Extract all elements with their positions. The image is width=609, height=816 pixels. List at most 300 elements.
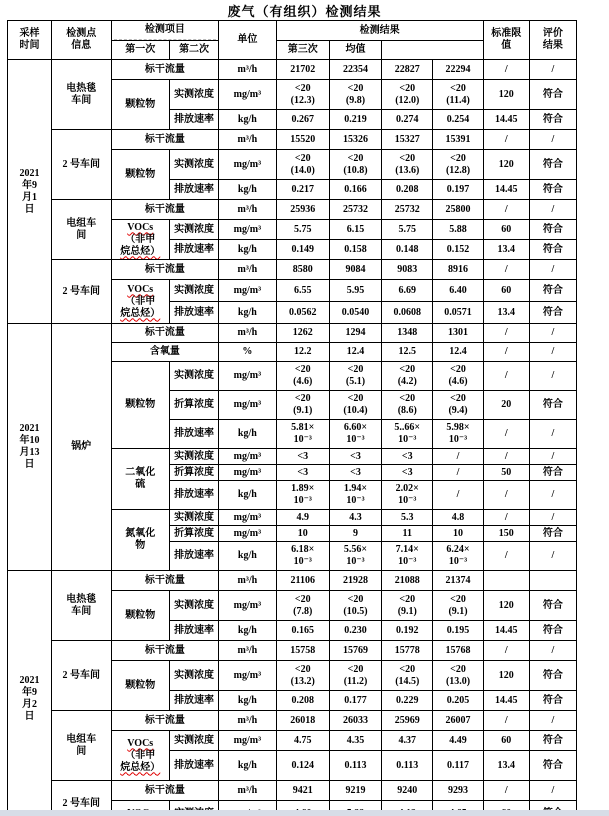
table-cell bbox=[111, 220, 169, 260]
cell-line: 6.18× bbox=[291, 544, 315, 555]
table-cell: mg/m³ bbox=[219, 362, 276, 391]
cell-line: <20 bbox=[399, 152, 416, 164]
table-cell: 14.45 bbox=[483, 621, 529, 641]
table-cell: <3 bbox=[276, 449, 329, 465]
table-cell: 符合 bbox=[529, 751, 576, 781]
table-cell bbox=[483, 571, 529, 591]
cell-line: <20 bbox=[450, 364, 466, 375]
table-cell bbox=[382, 80, 433, 110]
table-cell: m³/h bbox=[219, 60, 276, 80]
table-cell bbox=[329, 391, 381, 420]
table-cell: 排放速率 bbox=[169, 302, 218, 324]
cell-line: (12.0) bbox=[395, 94, 420, 106]
table-cell: 1301 bbox=[433, 324, 483, 343]
table-cell: 25969 bbox=[382, 711, 433, 731]
table-cell bbox=[276, 150, 329, 180]
table-cell: 标干流量 bbox=[111, 571, 219, 591]
table-cell: / bbox=[529, 343, 576, 362]
table-cell: 5.95 bbox=[329, 280, 381, 302]
table-cell: 15768 bbox=[433, 641, 483, 661]
table-cell: 1348 bbox=[382, 324, 433, 343]
table-cell: mg/m³ bbox=[219, 465, 276, 481]
table-cell: 6.40 bbox=[433, 280, 483, 302]
cell-line: 10⁻³ bbox=[346, 556, 365, 567]
table-cell: 排放速率 bbox=[169, 751, 218, 781]
table-cell: 4.75 bbox=[276, 731, 329, 751]
cell-line: 5.98× bbox=[446, 422, 470, 433]
table-cell: 10 bbox=[276, 526, 329, 542]
cell-line: <20 bbox=[450, 82, 466, 94]
table-cell: 25732 bbox=[382, 200, 433, 220]
table-cell: 0.254 bbox=[433, 110, 483, 130]
table-cell: m³/h bbox=[219, 260, 276, 280]
table-cell: 折算浓度 bbox=[169, 465, 218, 481]
cell-line: 10⁻³ bbox=[293, 556, 312, 567]
cell-line: (11.2) bbox=[343, 675, 368, 687]
table-cell: kg/h bbox=[219, 751, 276, 781]
table-cell: / bbox=[483, 711, 529, 731]
table-cell: / bbox=[483, 260, 529, 280]
table-cell: 符合 bbox=[529, 526, 576, 542]
cell-line: (8.6) bbox=[397, 405, 417, 416]
cell-line: 10⁻³ bbox=[398, 556, 417, 567]
cell-line: 月1 bbox=[22, 191, 38, 203]
table-cell: 4.49 bbox=[433, 731, 483, 751]
cell-line: (9.8) bbox=[345, 94, 366, 106]
cell-line: 7.14× bbox=[395, 544, 419, 555]
header-cell: 均值 bbox=[329, 41, 381, 60]
table-cell: 0.113 bbox=[329, 751, 381, 781]
cell-line: 5..66× bbox=[394, 422, 421, 433]
table-cell: / bbox=[483, 130, 529, 150]
cell-line: 电组车 bbox=[66, 217, 97, 229]
table-cell: 0.217 bbox=[276, 180, 329, 200]
cell-line: <20 bbox=[294, 152, 311, 164]
table-cell: 符合 bbox=[529, 180, 576, 200]
table-cell: 6.15 bbox=[329, 220, 381, 240]
cell-line: 10⁻³ bbox=[346, 434, 365, 445]
table-cell: 50 bbox=[483, 465, 529, 481]
table-cell: / bbox=[529, 449, 576, 465]
table-cell: 4.8 bbox=[433, 510, 483, 526]
table-cell: m³/h bbox=[219, 200, 276, 220]
cell-line: <20 bbox=[347, 393, 364, 404]
table-cell bbox=[329, 362, 381, 391]
header-row bbox=[8, 21, 577, 41]
cell-line: 10⁻³ bbox=[448, 434, 468, 445]
table-cell: <3 bbox=[329, 465, 381, 481]
table-cell: 14.45 bbox=[483, 180, 529, 200]
cell-line: (13.6) bbox=[395, 164, 420, 176]
cell-line: <20 bbox=[399, 663, 416, 675]
table-cell: 6.55 bbox=[276, 280, 329, 302]
table-cell: 25800 bbox=[433, 200, 483, 220]
cell-line: (13.2) bbox=[290, 675, 315, 687]
table-cell: m³/h bbox=[219, 641, 276, 661]
cell-line: 间 bbox=[76, 745, 87, 757]
cell-line: (10.8) bbox=[343, 164, 368, 176]
table-cell: / bbox=[483, 641, 529, 661]
cell-line: (12.8) bbox=[445, 164, 471, 176]
table-cell: m³/h bbox=[219, 571, 276, 591]
table-cell: / bbox=[483, 449, 529, 465]
table-cell: / bbox=[529, 362, 576, 391]
table-cell: 15327 bbox=[382, 130, 433, 150]
cell-line: 信息 bbox=[71, 40, 92, 51]
table-cell: 符合 bbox=[529, 80, 576, 110]
table-cell: / bbox=[529, 60, 576, 80]
table-cell: mg/m³ bbox=[219, 731, 276, 751]
table-cell: 15326 bbox=[329, 130, 381, 150]
table-cell: 符合 bbox=[529, 591, 576, 621]
table-cell bbox=[8, 571, 52, 816]
table-cell: 含氧量 bbox=[111, 343, 219, 362]
table-cell bbox=[433, 420, 483, 449]
table-cell bbox=[529, 571, 576, 591]
table-cell: 0.0608 bbox=[382, 302, 433, 324]
cell-line: 5.81× bbox=[291, 422, 315, 433]
table-cell: kg/h bbox=[219, 302, 276, 324]
table-cell: 6.69 bbox=[382, 280, 433, 302]
table-cell: 8916 bbox=[433, 260, 483, 280]
results-table bbox=[7, 20, 577, 816]
cell-line: <20 bbox=[294, 663, 311, 675]
table-cell: 0.166 bbox=[329, 180, 381, 200]
table-cell: 26018 bbox=[276, 711, 329, 731]
page-title: 废气（有组织）检测结果 bbox=[227, 4, 382, 19]
table-cell: 4.9 bbox=[276, 510, 329, 526]
table-cell: 排放速率 bbox=[169, 542, 218, 571]
table-cell bbox=[276, 542, 329, 571]
table-cell: 25936 bbox=[276, 200, 329, 220]
header-cell: 检测结果 bbox=[276, 21, 483, 41]
cell-line: 烷总烃） bbox=[120, 761, 161, 773]
table-cell bbox=[329, 80, 381, 110]
table-cell: 排放速率 bbox=[169, 481, 218, 510]
table-cell: 标干流量 bbox=[111, 781, 219, 801]
table-cell: 120 bbox=[483, 80, 529, 110]
table-cell: <3 bbox=[329, 449, 381, 465]
cell-line: (10.4) bbox=[343, 405, 368, 416]
table-cell: 12.5 bbox=[382, 343, 433, 362]
table-cell: kg/h bbox=[219, 180, 276, 200]
cell-line: (5.1) bbox=[345, 376, 366, 387]
table-cell: / bbox=[483, 343, 529, 362]
cell-line: (7.8) bbox=[293, 605, 313, 617]
cell-line: 10⁻³ bbox=[293, 495, 312, 506]
table-cell: 20 bbox=[483, 391, 529, 420]
table-row bbox=[8, 641, 577, 661]
table-cell: 0.219 bbox=[329, 110, 381, 130]
header-cell: 单位 bbox=[219, 21, 276, 60]
cell-line: (9.1) bbox=[293, 405, 313, 416]
cell-line: 时间 bbox=[19, 40, 40, 51]
table-cell: / bbox=[483, 510, 529, 526]
table-cell: 0.192 bbox=[382, 621, 433, 641]
table-cell: / bbox=[483, 781, 529, 801]
table-cell: 符合 bbox=[529, 731, 576, 751]
table-cell bbox=[382, 362, 433, 391]
table-cell: 实测浓度 bbox=[169, 150, 218, 180]
table-cell: 实测浓度 bbox=[169, 731, 218, 751]
cell-line: (9.1) bbox=[448, 605, 468, 617]
table-cell: 11 bbox=[382, 526, 433, 542]
table-cell: kg/h bbox=[219, 542, 276, 571]
table-row bbox=[8, 711, 577, 731]
table-cell: 排放速率 bbox=[169, 240, 218, 260]
table-cell bbox=[382, 661, 433, 691]
table-cell bbox=[329, 661, 381, 691]
table-cell bbox=[382, 150, 433, 180]
table-cell: 21106 bbox=[276, 571, 329, 591]
table-cell: 15778 bbox=[382, 641, 433, 661]
table-cell bbox=[433, 661, 483, 691]
cell-line: 电热毯 bbox=[66, 593, 97, 605]
table-cell: / bbox=[483, 324, 529, 343]
table-cell bbox=[433, 591, 483, 621]
cell-line: <20 bbox=[347, 364, 364, 375]
header-cell bbox=[52, 21, 111, 60]
cell-line: <20 bbox=[399, 393, 416, 404]
table-cell: / bbox=[529, 130, 576, 150]
cell-line: 6.24× bbox=[446, 544, 470, 555]
table-cell: 13.4 bbox=[483, 302, 529, 324]
table-cell: 0.274 bbox=[382, 110, 433, 130]
table-cell: / bbox=[433, 465, 483, 481]
table-cell: 符合 bbox=[529, 465, 576, 481]
table-cell: 标干流量 bbox=[111, 711, 219, 731]
table-cell bbox=[52, 571, 111, 641]
table-cell: 60 bbox=[483, 731, 529, 751]
table-cell: / bbox=[433, 449, 483, 465]
table-cell: 标干流量 bbox=[111, 324, 219, 343]
cell-line: 二氧化 bbox=[125, 467, 156, 478]
table-cell: 标干流量 bbox=[111, 130, 219, 150]
cell-line: <20 bbox=[294, 82, 311, 94]
table-cell: 颗粒物 bbox=[111, 591, 169, 641]
cell-line: 标准限 bbox=[491, 28, 522, 39]
table-cell: / bbox=[529, 711, 576, 731]
cell-line: 10⁻³ bbox=[398, 434, 417, 445]
cell-line: 6.60× bbox=[343, 422, 368, 433]
cell-line: <20 bbox=[450, 393, 466, 404]
table-cell: 符合 bbox=[529, 621, 576, 641]
table-cell: / bbox=[483, 542, 529, 571]
table-cell: 9219 bbox=[329, 781, 381, 801]
table-cell: 符合 bbox=[529, 220, 576, 240]
cell-line: <20 bbox=[294, 593, 311, 605]
cell-line: <20 bbox=[399, 364, 416, 375]
table-cell: mg/m³ bbox=[219, 661, 276, 691]
table-cell: 26007 bbox=[433, 711, 483, 731]
table-cell: 22354 bbox=[329, 60, 381, 80]
cell-line: 物 bbox=[135, 540, 146, 551]
cell-line: <20 bbox=[294, 364, 311, 375]
table-cell: 8580 bbox=[276, 260, 329, 280]
cell-line: 采样 bbox=[19, 28, 40, 39]
table-cell: / bbox=[529, 200, 576, 220]
table-cell: kg/h bbox=[219, 420, 276, 449]
table-cell: 10 bbox=[433, 526, 483, 542]
cell-line: （非甲 bbox=[125, 295, 156, 307]
table-cell: 21088 bbox=[382, 571, 433, 591]
cell-line: 结果 bbox=[542, 40, 563, 51]
table-cell: mg/m³ bbox=[219, 80, 276, 110]
cell-line: 日 bbox=[24, 203, 35, 215]
table-cell: 颗粒物 bbox=[111, 661, 169, 711]
cell-line: (4.6) bbox=[293, 376, 313, 387]
cell-line: (13.0) bbox=[445, 675, 471, 687]
table-cell: 符合 bbox=[529, 302, 576, 324]
table-cell: 实测浓度 bbox=[169, 510, 218, 526]
header-cell: 第一次 bbox=[111, 41, 169, 60]
table-cell: 4.37 bbox=[382, 731, 433, 751]
table-cell: 符合 bbox=[529, 691, 576, 711]
table-cell: 60 bbox=[483, 280, 529, 302]
cell-line: 氮氧化 bbox=[125, 528, 156, 539]
cell-line: 年9 bbox=[22, 179, 38, 191]
table-cell: 15520 bbox=[276, 130, 329, 150]
table-cell: kg/h bbox=[219, 110, 276, 130]
cell-line: <20 bbox=[294, 393, 311, 404]
table-cell: 4.3 bbox=[329, 510, 381, 526]
table-cell bbox=[329, 591, 381, 621]
table-cell: 4.35 bbox=[329, 731, 381, 751]
table-cell: 60 bbox=[483, 220, 529, 240]
table-cell: 0.0540 bbox=[329, 302, 381, 324]
table-cell: 13.4 bbox=[483, 751, 529, 781]
table-cell: 0.124 bbox=[276, 751, 329, 781]
cell-line: 5.56× bbox=[343, 544, 368, 555]
table-cell bbox=[111, 510, 169, 571]
cell-line: 2021 bbox=[19, 167, 40, 179]
table-row bbox=[8, 324, 577, 343]
table-cell: 0.197 bbox=[433, 180, 483, 200]
header-cell bbox=[529, 21, 576, 60]
table-cell: <3 bbox=[382, 465, 433, 481]
table-cell bbox=[276, 80, 329, 110]
table-cell bbox=[382, 391, 433, 420]
table-cell bbox=[276, 661, 329, 691]
table-cell: mg/m³ bbox=[219, 391, 276, 420]
table-cell: 实测浓度 bbox=[169, 220, 218, 240]
table-cell: 0.165 bbox=[276, 621, 329, 641]
cell-line: 月13 bbox=[19, 447, 40, 458]
table-cell: mg/m³ bbox=[219, 591, 276, 621]
table-cell: 0.229 bbox=[382, 691, 433, 711]
cell-line: 月2 bbox=[22, 698, 38, 710]
table-cell: 9240 bbox=[382, 781, 433, 801]
table-cell: 颗粒物 bbox=[111, 80, 169, 130]
table-cell: mg/m³ bbox=[219, 510, 276, 526]
table-cell: 9084 bbox=[329, 260, 381, 280]
table-cell: 0.117 bbox=[433, 751, 483, 781]
table-cell: 0.149 bbox=[276, 240, 329, 260]
table-cell: 实测浓度 bbox=[169, 661, 218, 691]
table-cell: 0.267 bbox=[276, 110, 329, 130]
table-cell: 0.177 bbox=[329, 691, 381, 711]
table-cell bbox=[382, 481, 433, 510]
table-cell: 21374 bbox=[433, 571, 483, 591]
table-cell: 2 号车间 bbox=[52, 781, 111, 816]
cell-line: 10⁻³ bbox=[448, 556, 468, 567]
cell-line: 10⁻³ bbox=[293, 434, 312, 445]
table-cell: 排放速率 bbox=[169, 110, 218, 130]
table-cell: kg/h bbox=[219, 691, 276, 711]
table-header bbox=[8, 21, 577, 60]
cell-line: 值 bbox=[501, 40, 512, 51]
table-cell: 符合 bbox=[529, 150, 576, 180]
table-cell: 符合 bbox=[529, 661, 576, 691]
table-cell bbox=[8, 60, 52, 324]
table-cell: 14.45 bbox=[483, 691, 529, 711]
table-cell: 锅炉 bbox=[52, 324, 111, 571]
table-cell: <3 bbox=[382, 449, 433, 465]
cell-line: 2021 bbox=[19, 674, 40, 686]
table-cell bbox=[276, 481, 329, 510]
table-cell: 120 bbox=[483, 150, 529, 180]
table-cell: 标干流量 bbox=[111, 200, 219, 220]
cell-line: <20 bbox=[347, 593, 364, 605]
cell-line: 间 bbox=[76, 229, 87, 241]
table-cell: 22827 bbox=[382, 60, 433, 80]
table-cell: 0.208 bbox=[382, 180, 433, 200]
cell-line: 2021 bbox=[19, 423, 40, 434]
table-cell bbox=[111, 449, 169, 510]
table-cell bbox=[382, 542, 433, 571]
table-cell: 0.195 bbox=[433, 621, 483, 641]
cell-line: <20 bbox=[450, 593, 466, 605]
table-cell: kg/h bbox=[219, 240, 276, 260]
table-cell: 12.4 bbox=[433, 343, 483, 362]
table-cell: mg/m³ bbox=[219, 220, 276, 240]
table-row bbox=[8, 130, 577, 150]
table-cell: 0.208 bbox=[276, 691, 329, 711]
table-cell: 实测浓度 bbox=[169, 362, 218, 391]
table-cell: m³/h bbox=[219, 324, 276, 343]
table-cell bbox=[433, 542, 483, 571]
table-cell: 颗粒物 bbox=[111, 362, 169, 449]
table-cell: 22294 bbox=[433, 60, 483, 80]
cell-line: VOCs bbox=[127, 737, 154, 749]
table-cell: kg/h bbox=[219, 621, 276, 641]
cell-line: 车间 bbox=[71, 94, 92, 106]
table-cell: 25732 bbox=[329, 200, 381, 220]
table-row bbox=[8, 200, 577, 220]
table-cell bbox=[433, 80, 483, 110]
cell-line: <20 bbox=[347, 663, 364, 675]
cell-line: VOCs bbox=[127, 221, 154, 233]
table-cell bbox=[329, 481, 381, 510]
table-cell: 1294 bbox=[329, 324, 381, 343]
header-cell bbox=[111, 21, 219, 41]
table-cell bbox=[52, 200, 111, 260]
cell-line: (4.6) bbox=[448, 376, 468, 387]
table-cell: 0.230 bbox=[329, 621, 381, 641]
cell-line: （非甲 bbox=[125, 233, 156, 245]
table-cell: 0.158 bbox=[329, 240, 381, 260]
table-cell: 15769 bbox=[329, 641, 381, 661]
window-edge bbox=[0, 810, 609, 816]
table-cell: 12.2 bbox=[276, 343, 329, 362]
cell-line: VOCs bbox=[127, 283, 154, 295]
cell-line: <20 bbox=[347, 152, 364, 164]
table-cell: 14.45 bbox=[483, 110, 529, 130]
table-cell: mg/m³ bbox=[219, 280, 276, 302]
cell-line: 电组车 bbox=[66, 733, 97, 745]
table-cell bbox=[433, 150, 483, 180]
table-cell: 5.88 bbox=[433, 220, 483, 240]
